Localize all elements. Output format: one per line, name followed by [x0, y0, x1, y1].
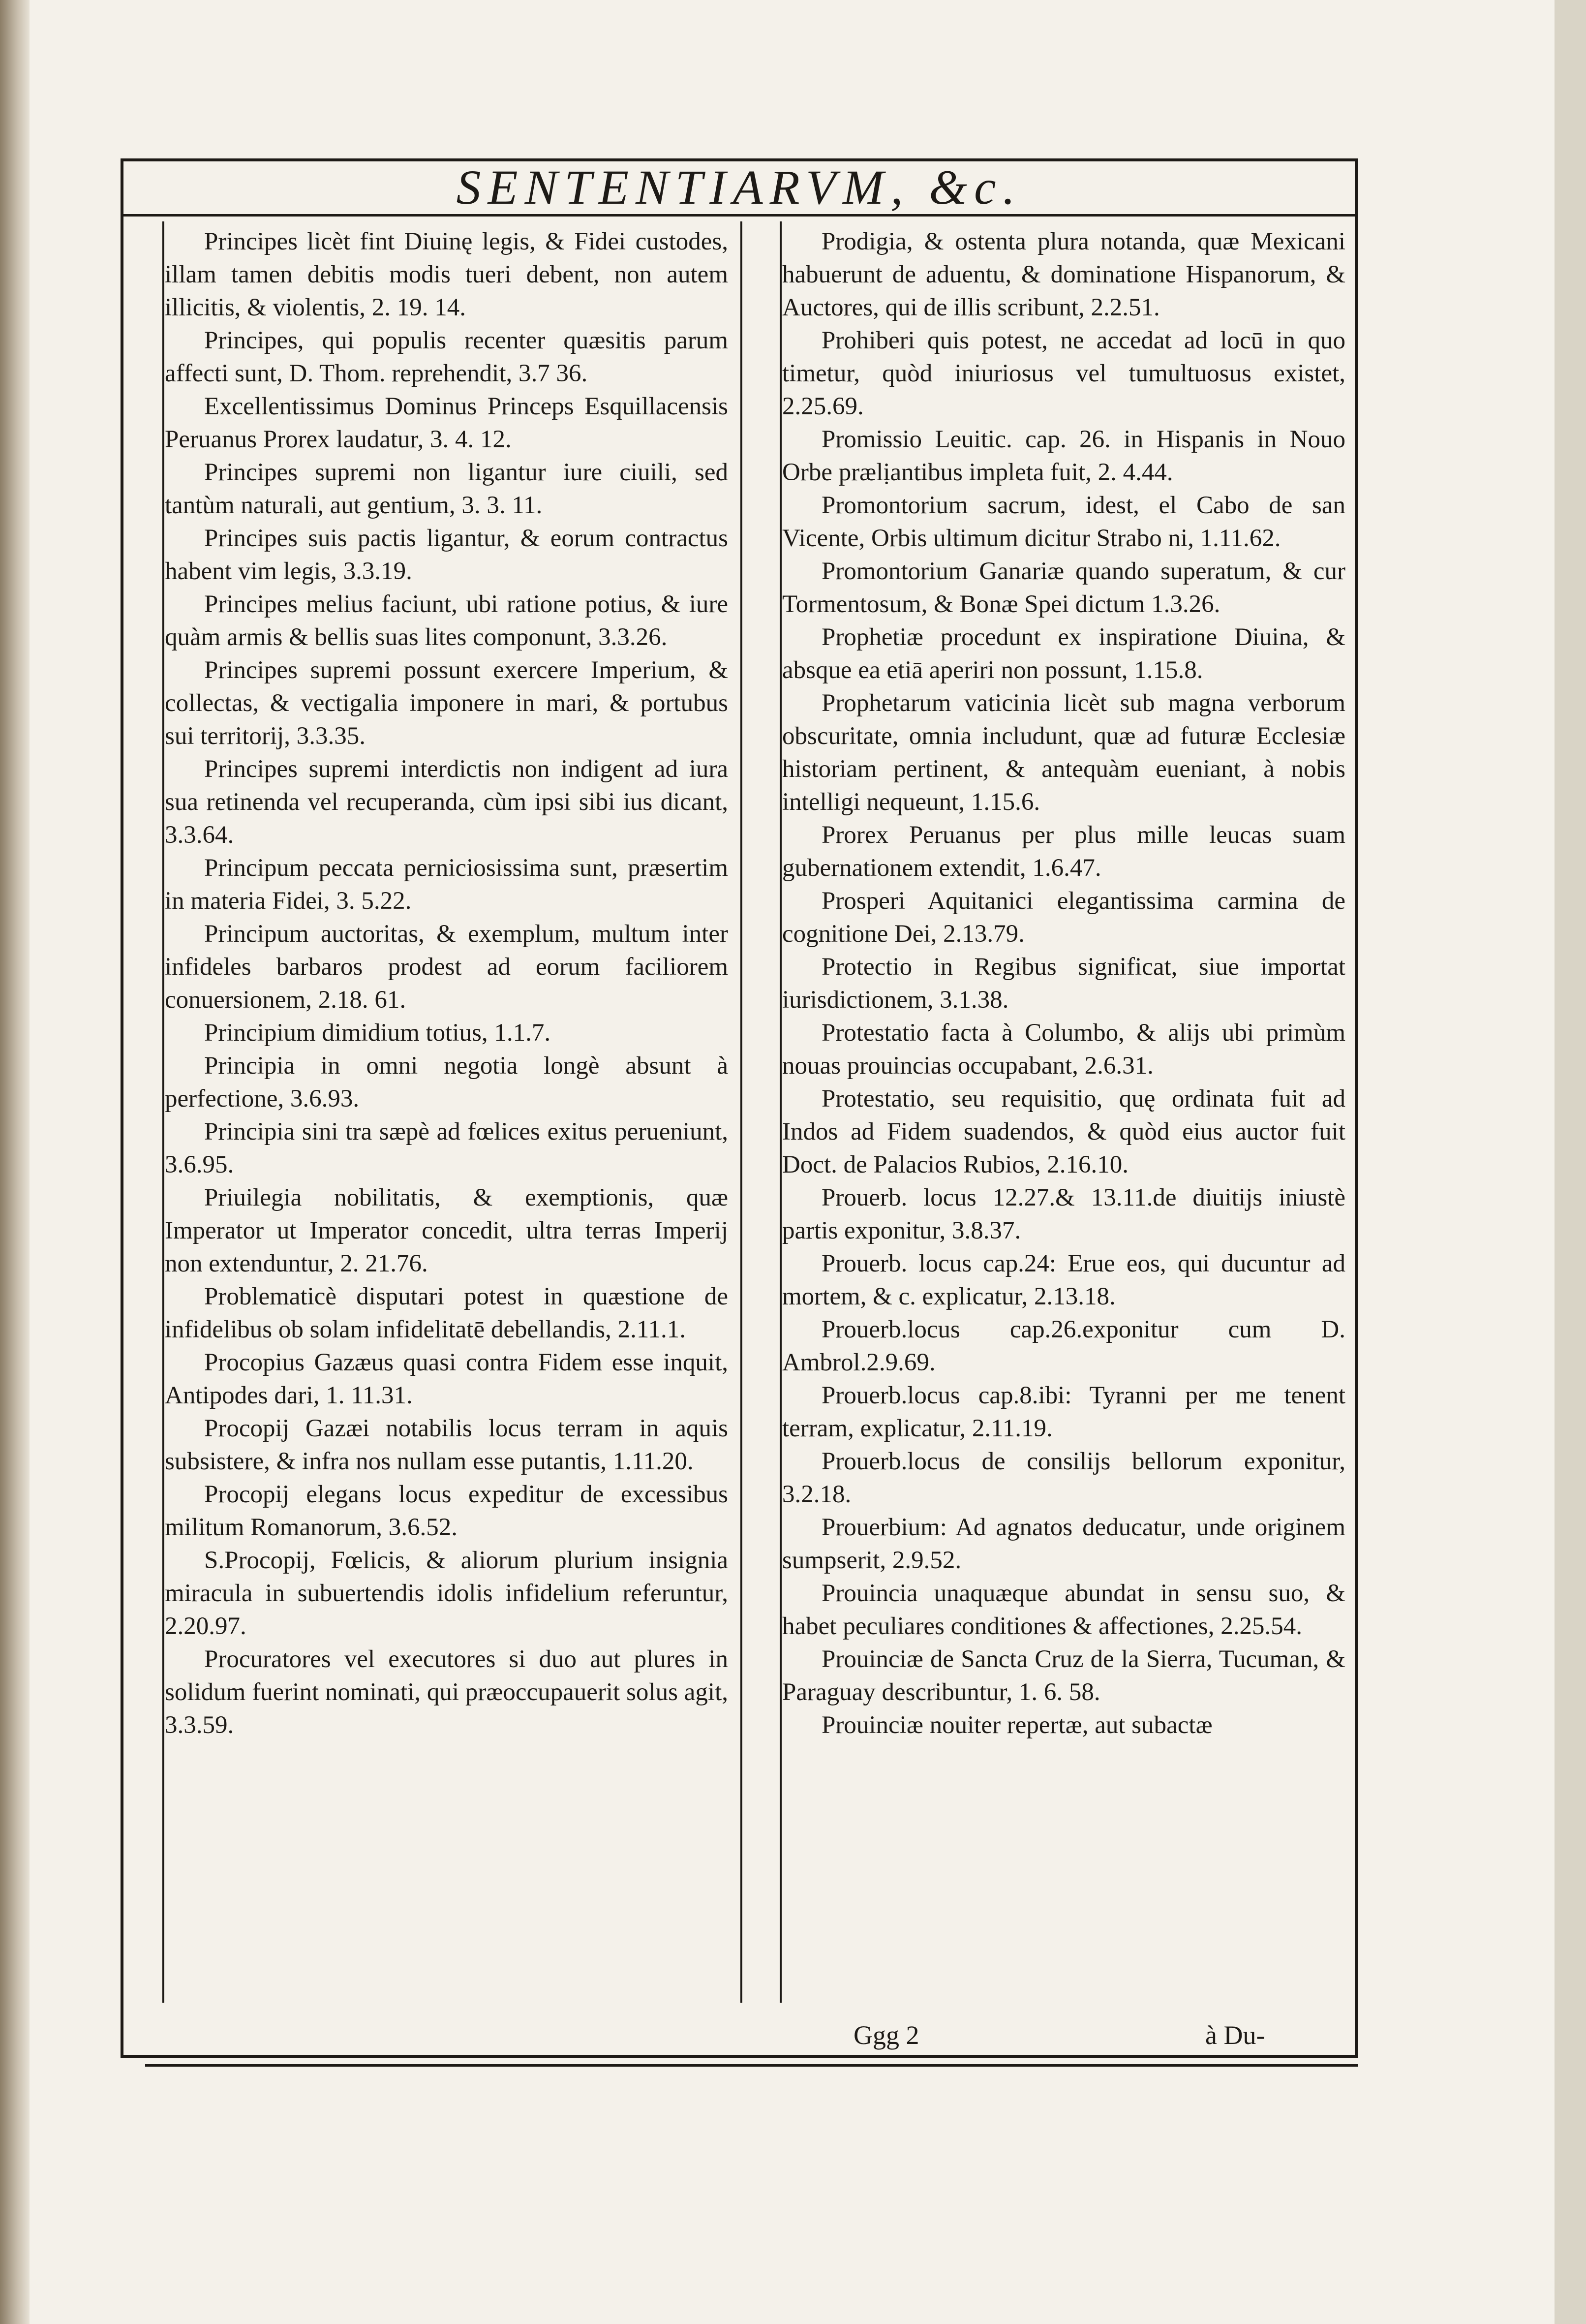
index-entry: Procopij elegans locus expeditur de excessibus militum Romanorum, 3.6.52. [165, 1481, 728, 1541]
signature-mark: Ggg 2 [854, 2020, 919, 2050]
index-entry: S.Procopij, Fœlicis, & aliorum plurium insignia miracula in subuertendis idolis infidelium referuntur, 2.20.97. [165, 1547, 728, 1640]
index-entry: Excellentissimus Dominus Princeps Esquillacensis Peruanus Prorex laudatur, 3. 4. 12. [165, 393, 728, 453]
page-title: SENTENTIARVM, &c. [121, 158, 1358, 217]
index-entry: Principes supremi non ligantur iure ciuili, sed tantùm naturali, aut gentium, 3. 3. 11. [165, 459, 728, 519]
index-entry: Promissio Leuitic. cap. 26. in Hispanis in Nouo Orbe prælịantibus impleta fuit, 2. 4.44. [782, 426, 1345, 486]
index-entry: Principes supremi interdictis non indigent ad iura sua retinenda vel recuperanda, cùm ipsi sibi ius dicant, 3.3.64. [165, 755, 728, 849]
index-entry: Prouinciæ nouiter repertæ, aut subactæ [822, 1711, 1213, 1739]
index-entry: Prouerbium: Ad agnatos deducatur, unde originem sumpserit, 2.9.52. [782, 1514, 1345, 1574]
index-entry: Prouincia unaquæque abundat in sensu suo, & habet peculiares conditiones & affectiones, 2.25.54. [782, 1580, 1345, 1640]
index-entry: Priuilegia nobilitatis, & exemptionis, quæ Imperator ut Imperator concedit, ultra terras Imperij non extenduntur, 2. 21.76. [165, 1184, 728, 1277]
catchword: à Du- [1205, 2020, 1265, 2050]
index-entry: Principes supremi possunt exercere Imperium, & collectas, & vectigalia imponere in mari, & portubus sui territorij, 3.3.35. [165, 656, 728, 750]
index-entry: Protectio in Regibus significat, siue importat iurisdictionem, 3.1.38. [782, 953, 1345, 1014]
index-entry: Prouerb. locus cap.24: Erue eos, qui ducuntur ad mortem, & c. explicatur, 2.13.18. [782, 1250, 1345, 1310]
binding-gutter [0, 0, 30, 2324]
right-column [782, 225, 1345, 2002]
index-entry: Promontorium sacrum, idest, el Cabo de san Vicente, Orbis ultimum dicitur Strabo ni, 1.11.62. [782, 492, 1345, 552]
index-entry: Procopius Gazæus quasi contra Fidem esse inquit, Antipodes dari, 1. 11.31. [165, 1349, 728, 1409]
index-entry: Prophetarum vaticinia licèt sub magna verborum obscuritate, omnia includunt, quæ ad futuræ Ecclesiæ historiam pertinent, & antequàm eueniant, à nobis intelligi nequeunt, 1.15.6. [782, 689, 1345, 816]
index-entry: Prouerb.locus de consilijs bellorum exponitur, 3.2.18. [782, 1448, 1345, 1508]
index-entry: Prouerb.locus cap.26.exponitur cum D. Ambrol.2.9.69. [782, 1316, 1345, 1376]
left-column [165, 225, 728, 2002]
index-entry: Prouinciæ de Sancta Cruz de la Sierra, Tucuman, & Paraguay describuntur, 1. 6. 58. [782, 1645, 1345, 1706]
bottom-rule [145, 2064, 1358, 2067]
index-entry: Protestatio, seu requisitio, quę ordinata fuit ad Indos ad Fidem suadendos, & quòd eius auctor fuit Doct. de Palacios Rubios, 2.16.10. [782, 1085, 1345, 1178]
index-entry: Prorex Peruanus per plus mille leucas suam gubernationem extendit, 1.6.47. [782, 821, 1345, 882]
index-entry: Procuratores vel executores si duo aut plures in solidum fuerint nominati, qui præoccupauerit solus agit, 3.3.59. [165, 1645, 728, 1739]
index-entry: Prophetiæ procedunt ex inspiratione Diuina, & absque ea etiā aperiri non possunt, 1.15.8. [782, 623, 1345, 684]
index-entry: Prosperi Aquitanici elegantissima carmina de cognitione Dei, 2.13.79. [782, 887, 1345, 948]
index-entry: Promontorium Ganariæ quando superatum, & cur Tormentosum, & Bonæ Spei dictum 1.3.26. [782, 558, 1345, 618]
index-entry: Prohiberi quis potest, ne accedat ad locū in quo timetur, quòd iniuriosus vel tumultuosus existet, 2.25.69. [782, 327, 1345, 420]
center-rule-left [740, 221, 742, 2003]
index-entry: Principium dimidium totius, 1.1.7. [204, 1019, 551, 1047]
index-entry: Principes suis pactis ligantur, & eorum contractus habent vim legis, 3.3.19. [165, 525, 728, 585]
index-entry: Principes melius faciunt, ubi ratione potius, & iure quàm armis & bellis suas lites componunt, 3.3.26. [165, 590, 728, 651]
index-entry: Prouerb. locus 12.27.& 13.11.de diuitijs iniustè partis exponitur, 3.8.37. [782, 1184, 1345, 1244]
index-entry: Problematicè disputari potest in quæstione de infidelibus ob solam infidelitatē debellandis, 2.11.1. [165, 1283, 728, 1343]
index-entry: Protestatio facta à Columbo, & alijs ubi primùm nouas prouincias occupabant, 2.6.31. [782, 1019, 1345, 1080]
index-entry: Principum peccata perniciosissima sunt, præsertim in materia Fidei, 3. 5.22. [165, 854, 728, 915]
index-entry: Principia sini tra sæpè ad fœlices exitus perueniunt, 3.6.95. [165, 1118, 728, 1178]
index-entry: Principia in omni negotia longè absunt à perfectione, 3.6.93. [165, 1052, 728, 1113]
index-entry: Prodigia, & ostenta plura notanda, quæ Mexicani habuerunt de aduentu, & dominatione Hispanorum, & Auctores, qui de illis scribunt, 2.2.51. [782, 228, 1345, 321]
index-entry: Prouerb.locus cap.8.ibi: Tyranni per me tenent terram, explicatur, 2.11.19. [782, 1382, 1345, 1442]
index-entry: Procopij Gazæi notabilis locus terram in aquis subsistere, & infra nos nullam esse putantis, 1.11.20. [165, 1415, 728, 1475]
index-entry: Principum auctoritas, & exemplum, multum inter infideles barbaros prodest ad eorum faciliorem conuersionem, 2.18. 61. [165, 920, 728, 1014]
index-entry: Principes, qui populis recenter quæsitis parum affecti sunt, D. Thom. reprehendit, 3.7 36. [165, 327, 728, 387]
index-entry: Principes licèt fint Diuinę legis, & Fidei custodes, illam tamen debitis modis tueri debent, non autem illicitis, & violentis, 2. 19. 14. [165, 228, 728, 321]
center-rule-right [780, 221, 782, 2003]
left-column-rule [162, 221, 164, 2003]
